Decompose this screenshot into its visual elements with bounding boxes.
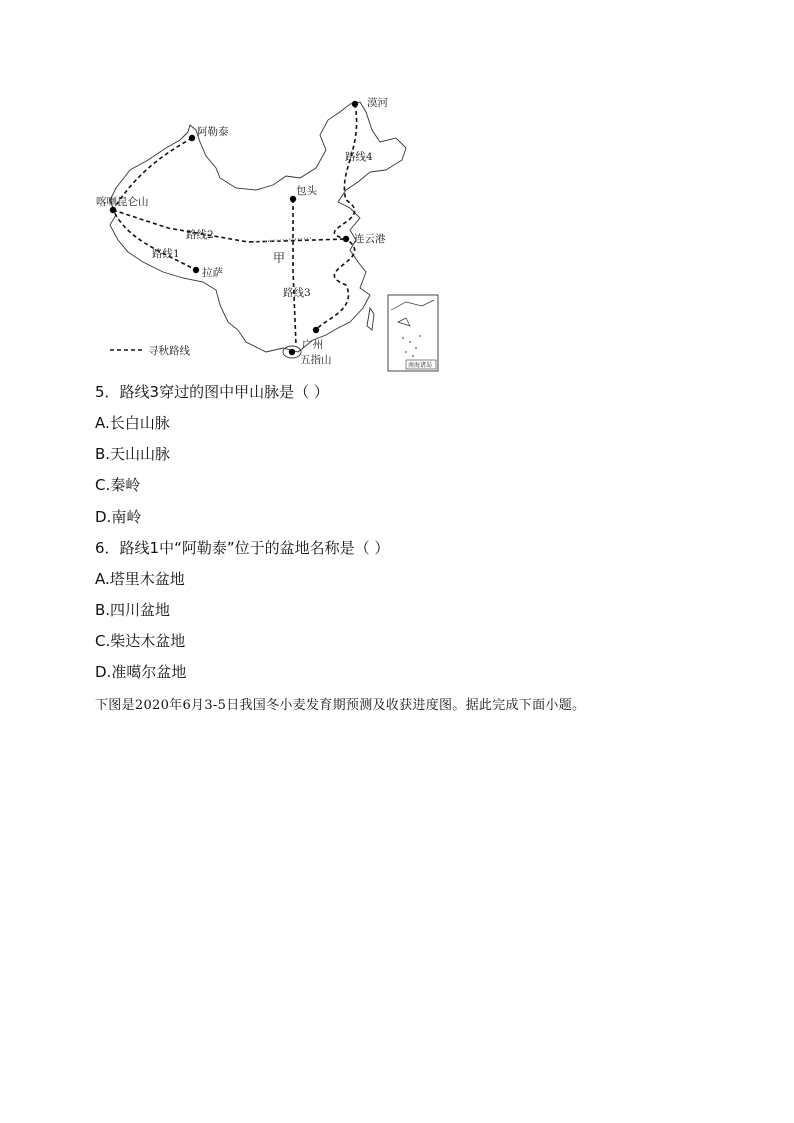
- label-baotou: 包头: [296, 185, 317, 197]
- question-5-stem: 5．路线3穿过的图中甲山脉是（ ）: [95, 383, 329, 401]
- altay-dot: [189, 135, 195, 141]
- label-guangzhou: 广州: [302, 339, 323, 351]
- route-3-line: [293, 199, 296, 345]
- mohe-dot: [352, 101, 358, 107]
- inset-frame: [388, 295, 438, 371]
- china-route-map: [88, 90, 448, 375]
- label-mohe: 漠河: [367, 97, 388, 109]
- label-lianyungang: 连云港: [354, 233, 386, 245]
- question-5-option-c[interactable]: C.秦岭: [95, 476, 141, 494]
- label-wuzhishan: 五指山: [300, 354, 332, 366]
- label-lhasa: 拉萨: [202, 267, 223, 279]
- question-5-option-a[interactable]: A.长白山脉: [95, 414, 170, 432]
- map-svg: [88, 90, 448, 375]
- wuzhishan-dot: [289, 349, 295, 355]
- jia-mountain-symbol: [253, 238, 313, 242]
- question-6-stem: 6．路线1中“阿勒泰”位于的盆地名称是（ ）: [95, 539, 390, 557]
- label-jia: 甲: [273, 251, 286, 265]
- lianyungang-dot: [343, 236, 349, 242]
- question-6-option-d[interactable]: D.准噶尔盆地: [95, 663, 187, 681]
- taiwan-island: [367, 308, 374, 330]
- route-2-line: [113, 210, 346, 242]
- label-route1: 路线1: [152, 248, 180, 260]
- question-6-option-c[interactable]: C.柴达木盆地: [95, 632, 186, 650]
- question-5-option-d[interactable]: D.南岭: [95, 508, 142, 526]
- route-4-line: [316, 104, 357, 330]
- next-section-intro: 下图是2020年6月3-5日我国冬小麦发育期预测及收获进度图。据此完成下面小题。: [95, 698, 586, 713]
- legend-label: 寻秋路线: [148, 345, 190, 357]
- inset-label: 南海诸岛: [408, 362, 433, 369]
- question-5-option-b[interactable]: B.天山山脉: [95, 445, 171, 463]
- guangzhou-dot: [313, 327, 319, 333]
- question-6-option-a[interactable]: A.塔里木盆地: [95, 570, 185, 588]
- label-kunlun: 喀喇昆仑山: [96, 196, 149, 208]
- label-altay: 阿勒泰: [197, 126, 229, 138]
- label-route2: 路线2: [186, 229, 214, 241]
- question-6-option-b[interactable]: B.四川盆地: [95, 601, 171, 619]
- label-route4: 路线4: [345, 151, 373, 163]
- lhasa-dot: [193, 267, 199, 273]
- china-outline: [110, 102, 406, 352]
- label-route3: 路线3: [283, 287, 311, 299]
